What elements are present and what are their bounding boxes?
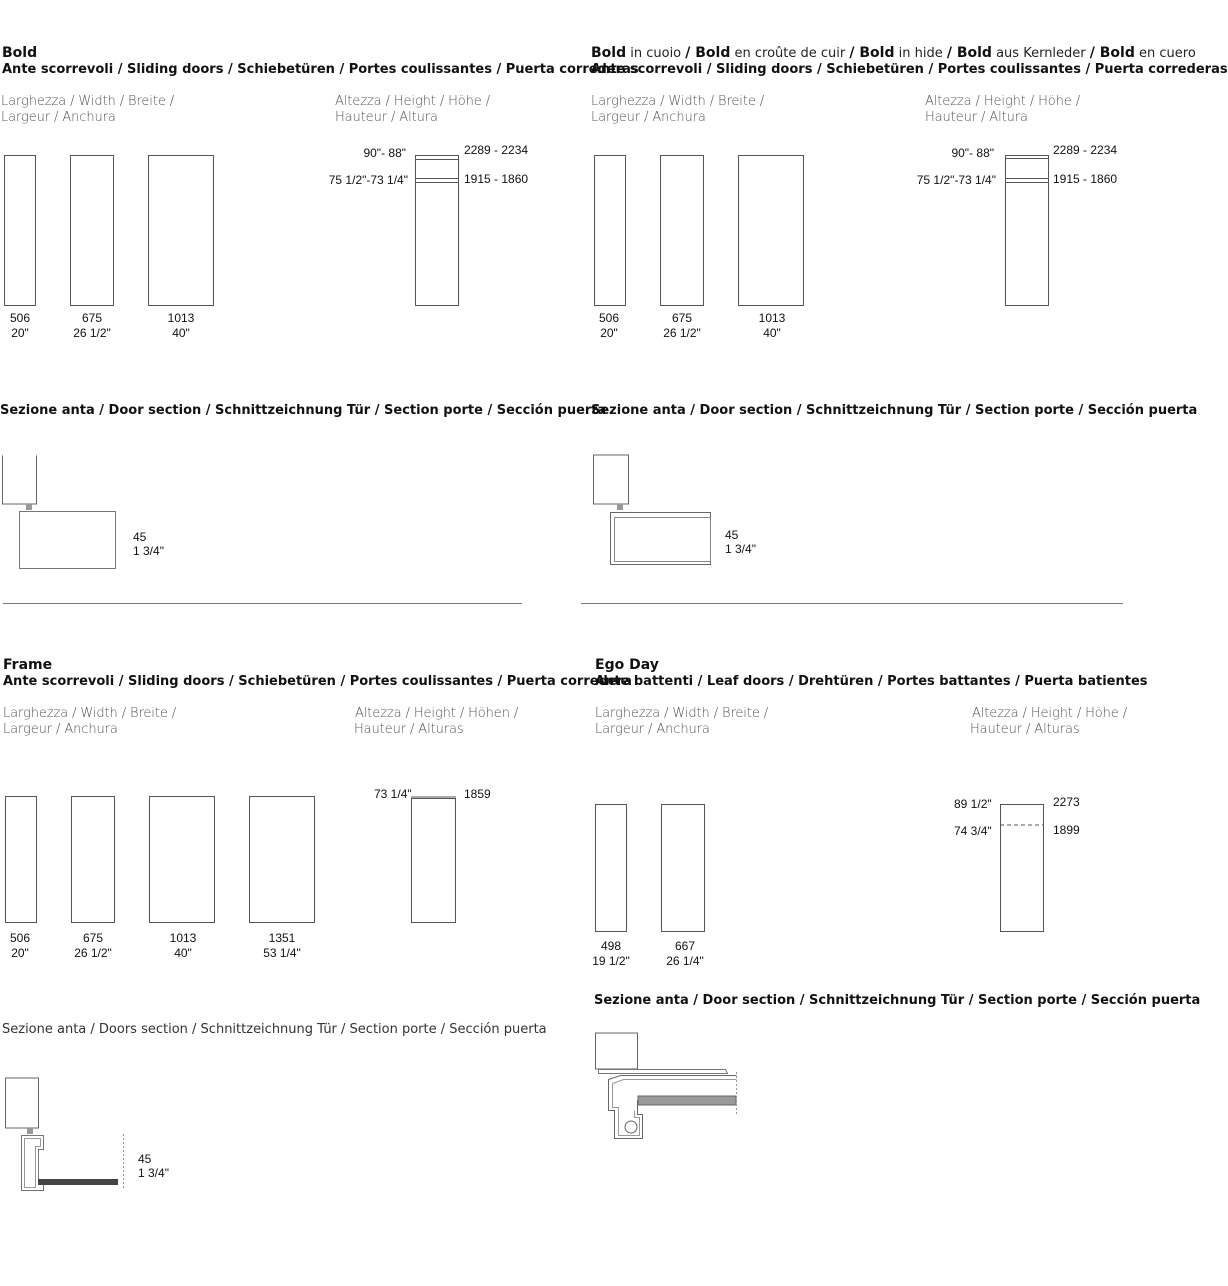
- width-mm: 675: [81, 311, 103, 325]
- width-in: 26 1/2": [74, 946, 112, 960]
- thickness-mm: 45: [725, 528, 739, 542]
- width-mm: 675: [82, 931, 104, 945]
- width-in: 20": [11, 946, 29, 960]
- door-elevation-506: [4, 155, 36, 306]
- title-part: en cuero: [1134, 46, 1196, 61]
- width-dim: [151, 311, 211, 341]
- frame-section-label: Sezione anta / Doors section / Schnittzeichnung Tür / Section porte / Sección puerta: [2, 1022, 547, 1037]
- height-mid-line: [415, 178, 459, 179]
- width-mm: 506: [9, 931, 31, 945]
- width-in: 19 1/2": [592, 954, 630, 968]
- width-mm: 1013: [758, 311, 786, 325]
- ego-day-subtitle: Ante battenti / Leaf doors / Drehtüren / Portes battantes / Puerta batientes: [595, 674, 1148, 689]
- height-dim-line: [405, 792, 465, 802]
- title-part: in hide: [894, 46, 947, 61]
- frame-title: Frame: [3, 657, 53, 673]
- thickness-in: 1 3/4": [725, 542, 756, 556]
- width-in: 20": [11, 326, 29, 340]
- width-dim: [0, 931, 40, 961]
- ego-day-width-label: Larghezza / Width / Breite /: [595, 706, 769, 721]
- width-mm: 506: [9, 311, 31, 325]
- ego-day-title: Ego Day: [595, 657, 659, 673]
- width-in: 20": [600, 326, 618, 340]
- door-elevation-506: [594, 155, 626, 306]
- width-in: 26 1/4": [666, 954, 704, 968]
- width-dim: [62, 311, 122, 341]
- height-top-line: [415, 159, 459, 160]
- height-top-mm: 2289 - 2234: [1053, 143, 1118, 157]
- ego-day-height-label: Altezza / Height / Höhe /: [972, 706, 1128, 721]
- width-dim: [63, 931, 123, 961]
- title-part-bold: / Bold: [1089, 45, 1135, 61]
- width-dim: [652, 311, 712, 341]
- height-top-line: [1005, 158, 1049, 159]
- height-mid-mm: 1899: [1053, 823, 1080, 837]
- door-section-drawing: [590, 450, 730, 580]
- door-elevation-675: [71, 796, 115, 923]
- frame-width-label: Larghezza / Width / Breite /: [3, 706, 177, 721]
- height-mid-mm: 1915 - 1860: [464, 172, 529, 186]
- height-in: 73 1/4": [374, 787, 412, 801]
- ego-day-width-label-2: Largeur / Anchura: [595, 722, 710, 737]
- title-part-bold: Bold: [591, 45, 627, 61]
- thickness-in: 1 3/4": [133, 544, 164, 558]
- ego-day-height-label-2: Hauteur / Alturas: [970, 722, 1080, 737]
- width-in: 26 1/2": [73, 326, 111, 340]
- thickness-mm: 45: [133, 530, 147, 544]
- frame-subtitle: Ante scorrevoli / Sliding doors / Schiebetüren / Portes coulissantes / Puerta corredera: [3, 674, 632, 689]
- frame-width-label-2: Largeur / Anchura: [3, 722, 118, 737]
- door-elevation-675: [70, 155, 114, 306]
- door-elevation-667: [661, 804, 705, 932]
- thickness-mm: 45: [138, 1152, 152, 1166]
- door-elevation-506: [5, 796, 37, 923]
- width-mm: 667: [674, 939, 696, 953]
- height-mid-in: 75 1/2"-73 1/4": [328, 173, 408, 187]
- height-mid-mm: 1915 - 1860: [1053, 172, 1118, 186]
- height-mid-line-2: [415, 182, 459, 183]
- width-mm: 1013: [169, 931, 197, 945]
- height-mid-dashed-line: [998, 822, 1048, 828]
- width-dim: [0, 311, 40, 341]
- bold-leather-height-label-2: Hauteur / Altura: [925, 110, 1028, 125]
- bold-width-label-2: Largeur / Anchura: [1, 110, 116, 125]
- width-mm: 675: [671, 311, 693, 325]
- door-elevation-498: [595, 804, 627, 932]
- bold-height-label: Altezza / Height / Höhe /: [335, 94, 491, 109]
- width-mm: 1013: [167, 311, 195, 325]
- width-mm: 506: [598, 311, 620, 325]
- width-dim: [586, 939, 636, 969]
- bold-leather-title: [591, 46, 1196, 60]
- height-top-in: 90"- 88": [951, 146, 994, 160]
- bold-leather-width-label: Larghezza / Width / Breite /: [591, 94, 765, 109]
- frame-height-label: Altezza / Height / Höhen /: [355, 706, 519, 721]
- width-dim: [589, 311, 629, 341]
- door-elevation-1013: [148, 155, 214, 306]
- height-top-in: 89 1/2": [954, 797, 992, 811]
- bold-leather-height-label: Altezza / Height / Höhe /: [925, 94, 1081, 109]
- height-top-in: 90"- 88": [363, 146, 406, 160]
- bold-leather-width-label-2: Largeur / Anchura: [591, 110, 706, 125]
- width-in: 40": [172, 326, 190, 340]
- height-mid-line: [1005, 178, 1049, 179]
- title-part-bold: / Bold: [685, 45, 731, 61]
- width-mm: 498: [600, 939, 622, 953]
- bold-leather-section-label: Sezione anta / Door section / Schnittzeichnung Tür / Section porte / Sección puerta: [591, 403, 1198, 418]
- divider: [581, 603, 1123, 604]
- frame-height-label-2: Hauteur / Alturas: [354, 722, 464, 737]
- height-mid-in: 74 3/4": [954, 824, 992, 838]
- height-top-mm: 2289 - 2234: [464, 143, 529, 157]
- bold-subtitle: Ante scorrevoli / Sliding doors / Schiebetüren / Portes coulissantes / Puerta correderas: [2, 62, 639, 77]
- door-elevation-675: [660, 155, 704, 306]
- divider: [3, 603, 522, 604]
- title-part: in cuoio: [626, 46, 686, 61]
- height-elevation: [411, 798, 456, 923]
- width-dim: [742, 311, 802, 341]
- width-in: 40": [174, 946, 192, 960]
- door-section-drawing: [0, 1074, 140, 1204]
- bold-title: Bold: [2, 45, 38, 61]
- height-mid-in: 75 1/2"-73 1/4": [916, 173, 996, 187]
- bold-section-label: Sezione anta / Door section / Schnittzeichnung Tür / Section porte / Sección puerta: [0, 403, 607, 418]
- width-mm: 1351: [268, 931, 296, 945]
- width-in: 40": [763, 326, 781, 340]
- title-part-bold: / Bold: [946, 45, 992, 61]
- title-part-bold: / Bold: [849, 45, 895, 61]
- title-part: en croûte de cuir: [730, 46, 850, 61]
- title-part: aus Kernleder: [991, 46, 1090, 61]
- width-dim: [153, 931, 213, 961]
- width-in: 26 1/2": [663, 326, 701, 340]
- ego-day-section-label: Sezione anta / Door section / Schnittzeichnung Tür / Section porte / Sección puerta: [594, 993, 1201, 1008]
- bold-height-label-2: Hauteur / Altura: [335, 110, 438, 125]
- door-section-drawing: [590, 1030, 760, 1150]
- bold-width-label: Larghezza / Width / Breite /: [1, 94, 175, 109]
- door-section-drawing: [0, 450, 140, 580]
- height-mm: 1859: [464, 787, 491, 801]
- thickness-in: 1 3/4": [138, 1166, 169, 1180]
- width-dim: [252, 931, 312, 961]
- door-elevation-1351: [249, 796, 315, 923]
- door-elevation-1013: [149, 796, 215, 923]
- door-elevation-1013: [738, 155, 804, 306]
- width-dim: [655, 939, 715, 969]
- width-in: 53 1/4": [263, 946, 301, 960]
- bold-leather-subtitle: Ante scorrevoli / Sliding doors / Schiebetüren / Portes coulissantes / Puerta correderas: [591, 62, 1228, 77]
- height-mid-line-2: [1005, 182, 1049, 183]
- height-top-mm: 2273: [1053, 795, 1080, 809]
